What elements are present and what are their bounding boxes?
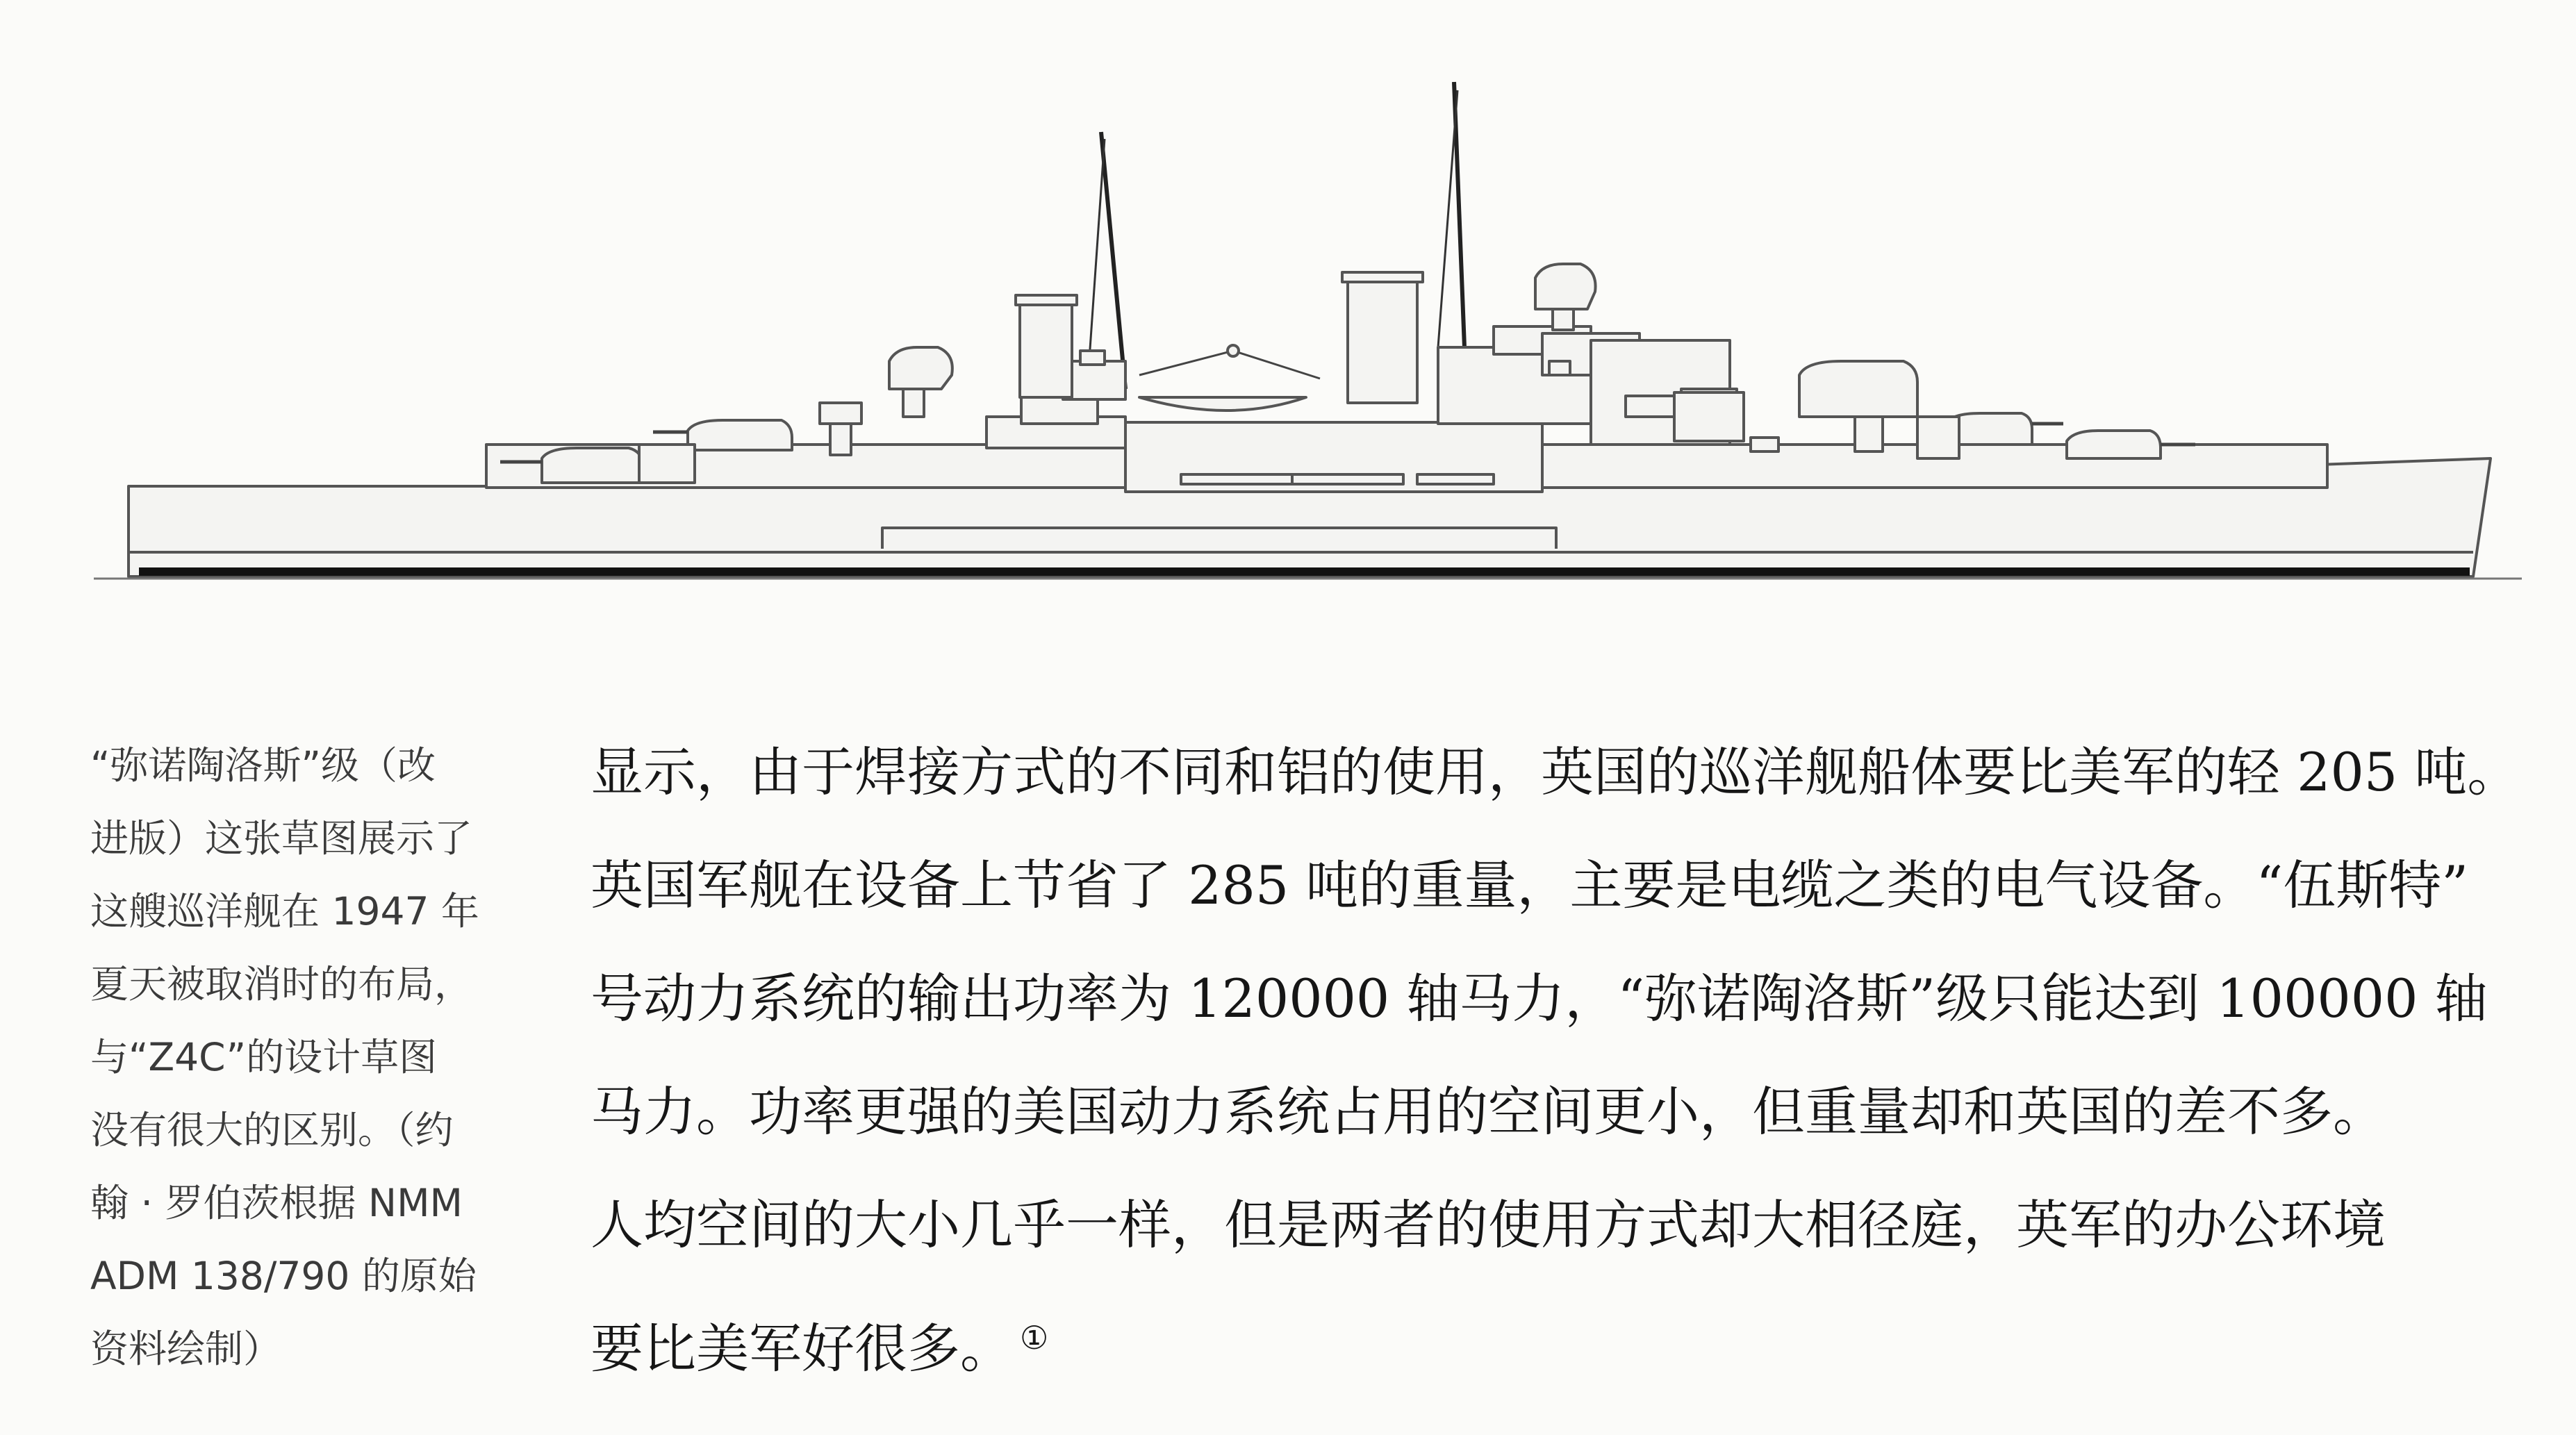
caption-line: 这艘巡洋舰在 1947 年 (90, 889, 479, 934)
caption-line: 夏天被取消时的布局， (90, 962, 473, 1006)
body-line: 显示，由于焊接方式的不同和铝的使用，英国的巡洋舰船体要比美军的轻 205 吨。 (591, 741, 2520, 803)
caption-line: 进版）这张草图展示了 (90, 816, 473, 861)
caption-line: ADM 138/790 的原始 (90, 1254, 477, 1298)
after-funnel (1348, 278, 1417, 403)
body-line: 要比美军好很多。 (591, 1318, 1013, 1379)
director-fore (889, 347, 952, 389)
turret-a (542, 448, 643, 483)
turret-x (1799, 361, 1917, 417)
footnote-mark[interactable]: ① (1020, 1319, 1049, 1357)
turret-q (2067, 431, 2161, 458)
turret-b (688, 420, 792, 450)
body-paragraph (591, 715, 2522, 1405)
caption-line: 没有很大的区别。（约 (90, 1108, 454, 1152)
main-mast-stay (1438, 90, 1458, 347)
body-line: 号动力系统的输出功率为 120000 轴马力，“弥诺陶洛斯”级只能达到 100000 轴 (591, 968, 2488, 1029)
caption-line: 翰 · 罗伯茨根据 NMM (90, 1181, 463, 1225)
body-line: 马力。功率更强的美国动力系统占用的空间更小，但重量却和英国的差不多。 (591, 1081, 2386, 1143)
ship-boat (1139, 397, 1306, 410)
caption-line: 资料绘制） (90, 1327, 282, 1371)
body-last-line (591, 1281, 2522, 1405)
body-line: 英国军舰在设备上节省了 285 吨的重量，主要是电缆之类的电气设备。“伍斯特” (591, 854, 2469, 916)
fore-funnel (1020, 300, 1072, 397)
ship-profile-drawing (0, 0, 2576, 625)
caption-line: 与“Z4C”的设计草图 (90, 1035, 438, 1079)
figure-caption (90, 729, 535, 1386)
director-aft (1535, 264, 1596, 309)
caption-line: “弥诺陶洛斯”级（改 (90, 743, 436, 788)
body-line: 人均空间的大小几乎一样，但是两者的使用方式却大相径庭，英军的办公环境 (591, 1194, 2386, 1256)
